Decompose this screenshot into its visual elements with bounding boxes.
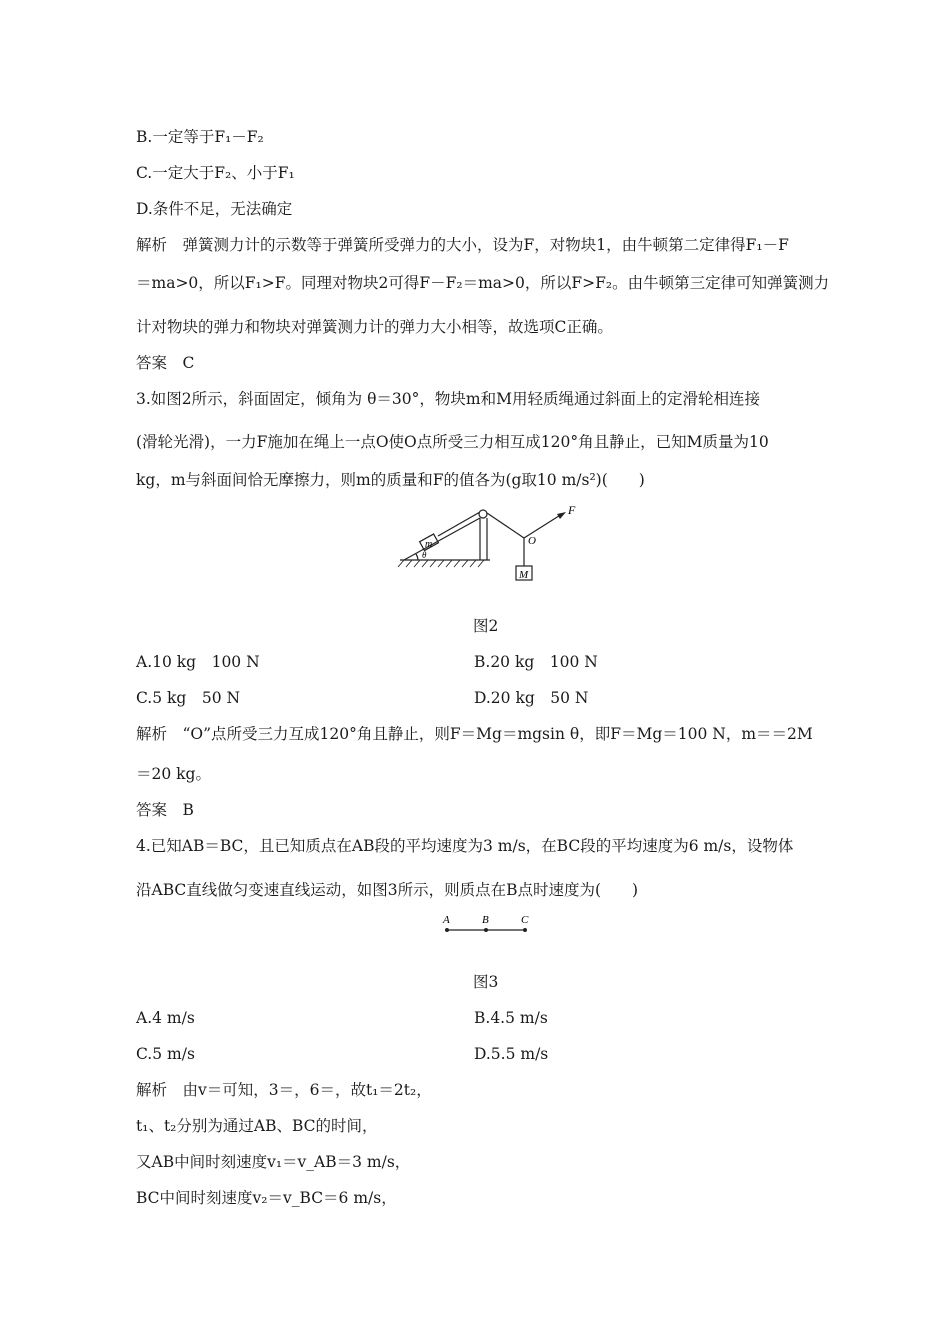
figure-2-diagram bbox=[392, 500, 592, 588]
figure-2-caption: 图2 bbox=[473, 617, 499, 635]
q4-stem-line-2: 沿ABC直线做匀变速直线运动，如图3所示，则质点在B点时速度为( ) bbox=[136, 881, 639, 899]
q3-option-d: D.20 kg 50 N bbox=[474, 689, 589, 707]
q4-option-a: A.4 m/s bbox=[136, 1009, 195, 1027]
label-theta: θ bbox=[422, 550, 427, 560]
q4-stem-line-1: 4.已知AB＝BC，且已知质点在AB段的平均速度为3 m/s，在BC段的平均速度为6 m/s，设物体 bbox=[136, 837, 794, 855]
ground-hatch bbox=[398, 560, 484, 567]
label-A: A bbox=[443, 914, 450, 926]
q3-stem-line-3: kg，m与斜面间恰无摩擦力，则m的质量和F的值各为(g取10 m/s²)( ) bbox=[136, 471, 645, 489]
q2-option-d: D.条件不足，无法确定 bbox=[136, 200, 293, 218]
label-O: O bbox=[528, 535, 536, 547]
q3-answer: 答案 B bbox=[136, 801, 194, 819]
q2-answer: 答案 C bbox=[136, 354, 195, 372]
q4-explanation-line-2: t₁、t₂分别为通过AB、BC的时间， bbox=[136, 1117, 378, 1135]
q4-explanation-line-3: 又AB中间时刻速度v₁＝v_AB＝3 m/s， bbox=[136, 1153, 411, 1171]
label-M: M bbox=[519, 569, 529, 581]
q3-option-b: B.20 kg 100 N bbox=[474, 653, 598, 671]
q4-explanation-line-4: BC中间时刻速度v₂＝v_BC＝6 m/s， bbox=[136, 1189, 397, 1207]
q3-explanation-line-1: 解析 “O”点所受三力互成120°角且静止，则F＝Mg＝mgsin θ，即F＝Mg＝100 N，m＝＝2M bbox=[136, 725, 813, 743]
rope-to-pulley bbox=[438, 512, 480, 536]
figure-3-diagram bbox=[436, 910, 536, 938]
q4-explanation-line-1: 解析 由v＝可知，3＝，6＝，故t₁＝2t₂， bbox=[136, 1081, 432, 1099]
point-C bbox=[523, 928, 527, 932]
pulley bbox=[479, 510, 487, 518]
incline-surface bbox=[404, 518, 480, 560]
point-B bbox=[484, 928, 488, 932]
q2-explanation-line-2: ＝ma>0，所以F₁>F。同理对物块2可得F－F₂＝ma>0，所以F>F₂。由牛顿第三定律可知弹簧测力 bbox=[136, 274, 830, 292]
label-C: C bbox=[521, 914, 529, 926]
q3-option-a: A.10 kg 100 N bbox=[136, 653, 260, 671]
q4-option-c: C.5 m/s bbox=[136, 1045, 195, 1063]
q2-explanation-line-3: 计对物块的弹力和物块对弹簧测力计的弹力大小相等，故选项C正确。 bbox=[136, 318, 613, 336]
q3-option-c: C.5 kg 50 N bbox=[136, 689, 241, 707]
label-B: B bbox=[482, 914, 489, 926]
q2-option-b: B.一定等于F₁－F₂ bbox=[136, 128, 264, 146]
q2-explanation-line-1: 解析 弹簧测力计的示数等于弹簧所受弹力的大小，设为F，对物块1，由牛顿第二定律得F₁－F bbox=[136, 236, 789, 254]
figure-3-caption: 图3 bbox=[473, 973, 499, 991]
arrow-head bbox=[557, 512, 566, 519]
label-F: F bbox=[568, 503, 576, 517]
q4-option-d: D.5.5 m/s bbox=[474, 1045, 549, 1063]
point-A bbox=[445, 928, 449, 932]
q2-option-c: C.一定大于F₂、小于F₁ bbox=[136, 164, 295, 182]
q3-stem-line-2: (滑轮光滑)，一力F施加在绳上一点O使O点所受三力相互成120°角且静止，已知M质量为10 bbox=[136, 433, 769, 451]
label-m: m bbox=[425, 539, 433, 550]
q3-explanation-line-2: ＝20 kg。 bbox=[136, 765, 211, 783]
rope-to-O bbox=[487, 513, 524, 538]
angle-arc bbox=[416, 554, 418, 560]
q4-option-b: B.4.5 m/s bbox=[474, 1009, 548, 1027]
q3-stem-line-1: 3.如图2所示，斜面固定，倾角为 θ＝30°，物块m和M用轻质绳通过斜面上的定滑轮相连接 bbox=[136, 390, 760, 408]
